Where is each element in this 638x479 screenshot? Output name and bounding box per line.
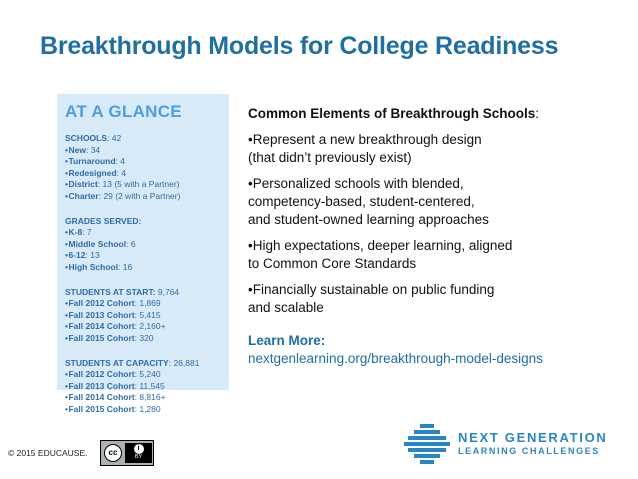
glance-item: [65, 250, 221, 262]
bullet-icon: •: [65, 321, 68, 332]
glance-item-label: District: [68, 179, 98, 190]
glance-section-heading: [65, 216, 221, 228]
glance-section-heading: [65, 133, 221, 145]
glance-item-label: Fall 2015 Cohort: [68, 403, 135, 414]
glance-section-label: STUDENTS AT CAPACITY: [65, 357, 169, 368]
bullet-icon: •: [65, 167, 68, 178]
glance-section-value: 9,764: [155, 286, 180, 297]
glance-item-label: Charter: [68, 190, 99, 201]
glance-item-label: Fall 2015 Cohort: [68, 332, 135, 343]
glance-item-value: : 2,160+: [134, 321, 166, 332]
glance-item-value: : 5,415: [134, 309, 161, 320]
glance-item: [65, 392, 221, 404]
glance-item-value: : 6: [126, 238, 136, 249]
common-element-item: •Represent a new breakthrough design (that didn’t previously exist): [248, 132, 482, 165]
glance-item-label: Fall 2012 Cohort: [68, 298, 135, 309]
glance-section: [65, 358, 221, 416]
glance-section-heading: [65, 287, 221, 299]
glance-item-value: : 7: [82, 227, 92, 238]
glance-section: [65, 287, 221, 345]
glance-item-value: : 1,280: [134, 403, 161, 414]
glance-item-value: : 5,240: [134, 369, 161, 380]
glance-item-label: Fall 2014 Cohort: [68, 321, 135, 332]
glance-item: [65, 191, 221, 203]
next-generation-logo-icon: [404, 424, 452, 468]
glance-item: [65, 404, 221, 416]
attribution-icon: [125, 443, 152, 463]
glance-item-label: K-8: [68, 227, 83, 238]
creative-commons-badge[interactable]: [100, 440, 154, 466]
glance-section: [65, 133, 221, 203]
glance-section-value: : 42: [107, 133, 122, 143]
glance-item: [65, 381, 221, 393]
glance-item: [65, 156, 221, 168]
glance-item-value: : 4: [115, 156, 125, 167]
glance-item-value: : 34: [85, 144, 101, 155]
glance-item-label: High School: [68, 261, 119, 272]
glance-item-label: New: [68, 144, 86, 155]
glance-item: [65, 333, 221, 345]
next-generation-logo-text: [458, 430, 608, 458]
glance-item: [65, 227, 221, 239]
cc-by-label: BY: [134, 454, 143, 460]
glance-section-label: GRADES SERVED:: [65, 215, 142, 226]
glance-item-label: Redesigned: [68, 167, 117, 178]
glance-item-value: : 8,816+: [134, 392, 166, 403]
common-elements-heading-colon: :: [535, 106, 540, 121]
glance-section-label: STUDENTS AT START:: [65, 286, 156, 297]
glance-item: [65, 321, 221, 333]
glance-item: [65, 298, 221, 310]
logo-line-1: NEXT GENERATION: [458, 430, 608, 445]
bullet-icon: •: [65, 298, 68, 309]
glance-item-label: Fall 2014 Cohort: [68, 392, 135, 403]
bullet-icon: •: [65, 250, 68, 261]
glance-item: [65, 262, 221, 274]
bullet-icon: •: [65, 309, 68, 320]
bullet-icon: •: [65, 332, 68, 343]
common-element-item: •Personalized schools with blended, competency-based, student-centered, and student-owned learning approaches: [248, 176, 489, 227]
glance-item: [65, 369, 221, 381]
person-icon: i: [134, 444, 144, 454]
common-element-item: •Financially sustainable on public funding and scalable: [248, 282, 495, 315]
glance-item-value: : 16: [118, 261, 133, 272]
cc-icon: cc: [104, 444, 122, 462]
glance-item: [65, 168, 221, 180]
glance-item: [65, 239, 221, 251]
bullet-icon: •: [65, 190, 68, 201]
learn-more-link[interactable]: nextgenlearning.org/breakthrough-model-designs: [248, 351, 543, 366]
glance-item-value: : 13 (5 with a Partner): [97, 179, 180, 190]
common-elements-heading-text: Common Elements of Breakthrough Schools: [248, 106, 536, 121]
glance-item-label: Fall 2012 Cohort: [68, 369, 135, 380]
at-a-glance-heading: AT A GLANCE: [65, 102, 182, 121]
glance-item-label: Fall 2013 Cohort: [68, 309, 135, 320]
glance-section-heading: [65, 358, 221, 370]
logo-line-2: LEARNING CHALLENGES: [458, 446, 600, 456]
glance-item-value: : 13: [85, 250, 100, 261]
glance-item: [65, 179, 221, 191]
bullet-icon: •: [65, 144, 68, 155]
glance-item-value: : 320: [134, 332, 154, 343]
bullet-icon: •: [65, 392, 68, 403]
bullet-icon: •: [65, 238, 68, 249]
common-elements-heading: [248, 106, 623, 121]
glance-item-label: 6-12: [68, 250, 86, 261]
glance-section: [65, 216, 221, 274]
bullet-icon: •: [65, 156, 68, 167]
glance-item-label: Middle School: [68, 238, 127, 249]
bullet-icon: •: [65, 403, 68, 414]
glance-item: [65, 310, 221, 322]
bullet-icon: •: [65, 369, 68, 380]
glance-item-label: Fall 2013 Cohort: [68, 380, 135, 391]
bullet-icon: •: [65, 380, 68, 391]
glance-item: [65, 145, 221, 157]
page-title: Breakthrough Models for College Readiness: [40, 32, 559, 60]
bullet-icon: •: [65, 227, 68, 238]
glance-item-value: : 11,545: [134, 380, 165, 391]
at-a-glance-panel: [57, 94, 229, 414]
common-element-item: •High expectations, deeper learning, aligned to Common Core Standards: [248, 238, 513, 271]
bullet-icon: •: [65, 179, 68, 190]
glance-section-value: : 26,881: [168, 357, 200, 368]
learn-more-label: Learn More:: [248, 333, 326, 348]
bullet-icon: •: [65, 261, 68, 272]
glance-item-label: Turnaround: [68, 156, 116, 167]
glance-section-label: SCHOOLS: [65, 133, 108, 143]
glance-item-value: : 4: [116, 167, 127, 178]
glance-sections: [65, 133, 221, 415]
glance-item-value: : 29 (2 with a Partner): [98, 190, 181, 201]
copyright-notice: © 2015 EDUCAUSE.: [8, 448, 88, 458]
common-elements-panel: [248, 106, 623, 366]
glance-item-value: : 1,869: [134, 298, 161, 309]
